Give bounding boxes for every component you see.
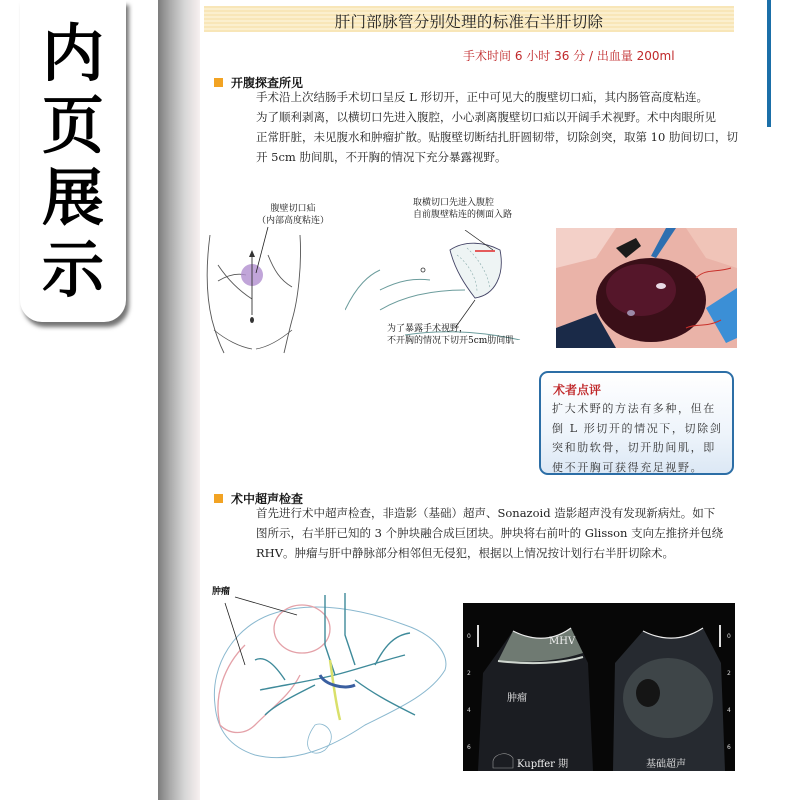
surgeon-comment-box: [539, 371, 734, 475]
paragraph-line: RHV。肿瘤与肝中静脉部分相邻但无侵犯，根据以上情况按计划行右半肝切除术。: [256, 546, 674, 560]
abdomen-caption: [257, 203, 329, 227]
comment-title: 术者点评: [553, 383, 602, 397]
surgery-meta: 手术时间 6 小时 36 分 / 出血量 200ml: [463, 49, 675, 63]
abdomen-incision-sketch: [200, 215, 310, 355]
liver-vascular-sketch: [205, 585, 455, 775]
side-caption-bottom: [387, 323, 514, 347]
paragraph-line: 图所示，右半肝已知的 3 个肿块融合成巨团块。肿块将右前叶的 Glisson 支向左推挤并包绕: [256, 526, 724, 540]
page-display-tab: [20, 0, 126, 322]
section-heading-text: 开腹探查所见: [231, 76, 304, 90]
caption-line: （内部高度粘连）: [257, 216, 330, 226]
paragraph-line: 首先进行术中超声检查，非造影（基础）超声、Sonazoid 造影超声没有发现新病灶。如下: [256, 506, 716, 520]
comment-body: 扩大术野的方法有多种，但在倒 L 形切开的情况下，切除剑突和肋软骨，切开肋间肌，即使不开胸可获得充足视野。: [552, 402, 723, 474]
depth-tick: 6: [727, 744, 731, 751]
tab-char: 内: [41, 17, 104, 90]
depth-tick: 0: [467, 633, 471, 640]
paragraph-line: 手术沿上次结肠手术切口呈反 L 形切开，正中可见大的腹壁切口疝，其内肠管高度粘连。: [256, 90, 708, 104]
page-edge-bar: [767, 0, 771, 127]
paragraph-line: 开 5cm 肋间肌，不开胸的情况下充分暴露视野。: [256, 150, 507, 164]
intraoperative-ultrasound-image: [463, 603, 735, 771]
us-label-baseline: 基础超声: [646, 759, 686, 770]
book-spine-shadow: [158, 0, 206, 800]
depth-tick: 6: [467, 744, 471, 751]
section-paragraph: [256, 87, 746, 167]
tab-char: 展: [41, 161, 104, 234]
depth-tick: 4: [467, 707, 471, 714]
depth-tick: 2: [467, 670, 471, 677]
us-label-kupffer-phase: Kupffer 期: [517, 759, 569, 770]
square-bullet-icon: [214, 494, 223, 503]
tab-char: 示: [41, 233, 104, 306]
depth-tick: 4: [727, 707, 731, 714]
caption-line: 取横切口先进入腹腔: [413, 198, 495, 208]
side-caption-top: [413, 197, 512, 221]
tumor-label: 肿瘤: [212, 587, 231, 597]
chapter-title: 肝门部脉管分别处理的标准右半肝切除: [334, 13, 604, 31]
caption-line: 不开胸的情况下切开5cm肋间肌: [387, 336, 515, 346]
paragraph-line: 正常肝脏，未见腹水和肿瘤扩散。贴腹壁切断结扎肝圆韧带，切除剑突，取第 10 肋间切口，切: [256, 130, 738, 144]
caption-line: 为了暴露手术视野，: [387, 324, 469, 334]
us-label-tumor: 肿瘤: [507, 693, 527, 704]
caption-line: 自前腹壁粘连的侧面入路: [413, 210, 513, 220]
surgical-liver-photo: [556, 228, 737, 348]
caption-line: 腹壁切口疝: [270, 204, 316, 214]
tab-char: 页: [41, 89, 104, 162]
paragraph-line: 为了顺利剥离，以横切口先进入腹腔，小心剥离腹壁切口疝以开阔手术视野。术中肉眼所见: [256, 110, 716, 124]
depth-tick: 2: [727, 670, 731, 677]
chapter-title-band: [204, 6, 734, 32]
section-heading-text: 术中超声检查: [231, 492, 304, 506]
section-paragraph: [256, 503, 746, 563]
us-label-mhv: MHV: [549, 636, 576, 647]
depth-tick: 0: [727, 633, 731, 640]
square-bullet-icon: [214, 78, 223, 87]
